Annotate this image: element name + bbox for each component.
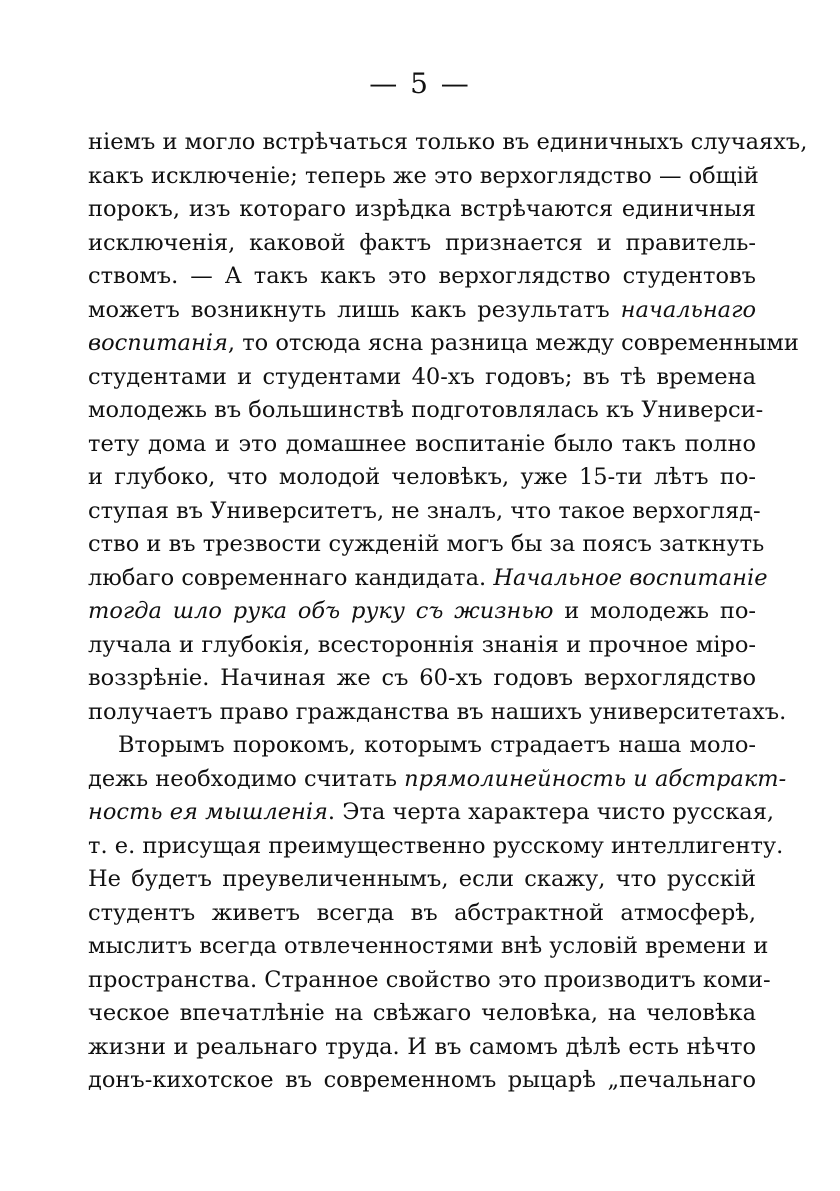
- text-line: [88, 562, 768, 596]
- text-line: [88, 629, 756, 663]
- text-segment: Вторымъ порокомъ, которымъ страдаетъ наша моло-: [118, 732, 756, 758]
- text-line: [88, 260, 756, 294]
- text-segment: можетъ возникнуть лишь какъ результатъ: [88, 296, 621, 323]
- text-line: [88, 930, 769, 964]
- text-segment: студентъ живетъ всегда въ абстрактной атмосферѣ,: [88, 899, 756, 926]
- text-segment: ческое впечатлѣніе на свѣжаго человѣка, на человѣка: [88, 1000, 756, 1026]
- text-segment: порокъ, изъ котораго изрѣдка встрѣчаются единичныя: [88, 196, 756, 222]
- text-segment: т. е. присущая преимущественно русскому интеллигенту.: [88, 832, 784, 859]
- text-segment: получаетъ право гражданства въ нашихъ университетахъ.: [88, 698, 787, 725]
- text-segment: пространства. Странное свойство это производитъ коми-: [88, 966, 771, 993]
- italic-text: начальнаго: [620, 296, 756, 323]
- text-line: [88, 193, 756, 227]
- text-line: [88, 863, 756, 897]
- text-segment: дежь необходимо считать: [88, 765, 405, 792]
- text-line: [88, 830, 784, 864]
- italic-text: тогда шло рука объ руку съ жизнью: [88, 598, 554, 624]
- italic-text: Начальное воспитаніе: [493, 564, 768, 591]
- text-line: [88, 428, 756, 462]
- text-segment: жизни и реальнаго труда. И въ самомъ дѣлѣ есть нѣчто: [88, 1033, 756, 1060]
- italic-text: ность ея мышленія: [88, 799, 328, 825]
- text-segment: , то отсюда ясна разница между современными: [227, 330, 799, 356]
- text-segment: ніемъ и могло встрѣчаться только въ единичныхъ случаяхъ,: [88, 129, 808, 155]
- text-line: [88, 796, 775, 830]
- text-line: [88, 1064, 756, 1098]
- text-segment: ступая въ Университетъ, не зналъ, что такое верхогляд-: [88, 497, 761, 524]
- text-segment: и молодежь по-: [553, 598, 756, 624]
- text-segment: ство и въ трезвости сужденій могъ бы за поясъ заткнуть: [88, 531, 765, 557]
- text-segment: лучала и глубокія, всестороннія знанія и прочное міро-: [88, 631, 756, 658]
- text-line: [88, 729, 756, 763]
- italic-text: прямолинейность и абстракт-: [404, 765, 787, 792]
- text-line: [88, 1031, 756, 1065]
- body-text: [88, 126, 808, 1098]
- text-segment: и глубоко, что молодой человѣкъ, уже 15-ти лѣтъ по-: [88, 464, 756, 490]
- text-line: [88, 763, 787, 797]
- text-segment: Не будетъ преувеличеннымъ, если скажу, что русскій: [88, 866, 756, 892]
- text-segment: молодежь въ большинствѣ подготовлялась къ Универси-: [88, 397, 764, 423]
- text-segment: любаго современнаго кандидата.: [88, 564, 494, 591]
- text-line: [88, 126, 808, 160]
- text-line: [88, 964, 771, 998]
- italic-text: воспитанія: [88, 330, 228, 356]
- text-line: [88, 897, 756, 931]
- text-line: [88, 327, 799, 361]
- page-number: — 5 —: [369, 67, 471, 100]
- text-line: [88, 528, 765, 562]
- text-line: [88, 394, 764, 428]
- text-segment: . Эта черта характера чисто русская,: [327, 799, 775, 825]
- text-segment: исключенія, каковой фактъ признается и правитель-: [88, 229, 756, 256]
- text-line: [88, 461, 756, 495]
- text-line: [88, 696, 787, 730]
- text-segment: воззрѣніе. Начиная же съ 60-хъ годовъ верхоглядство: [88, 665, 756, 691]
- text-segment: мыслитъ всегда отвлеченностями внѣ условій времени и: [88, 933, 769, 959]
- text-line: [88, 495, 761, 529]
- text-segment: студентами и студентами 40-хъ годовъ; въ тѣ времена: [88, 363, 756, 390]
- text-line: [88, 294, 756, 328]
- text-line: [88, 227, 756, 261]
- text-line: [88, 997, 756, 1031]
- text-segment: донъ-кихотское въ современномъ рыцарѣ „печальнаго: [88, 1067, 756, 1093]
- text-line: [88, 595, 756, 629]
- text-segment: ствомъ. — А такъ какъ это верхоглядство студентовъ: [88, 263, 756, 289]
- text-segment: какъ исключеніе; теперь же это верхоглядство — общій: [88, 162, 759, 189]
- text-segment: тету дома и это домашнее воспитаніе было такъ полно: [88, 430, 756, 457]
- text-line: [88, 662, 756, 696]
- text-line: [88, 160, 759, 194]
- text-line: [88, 361, 756, 395]
